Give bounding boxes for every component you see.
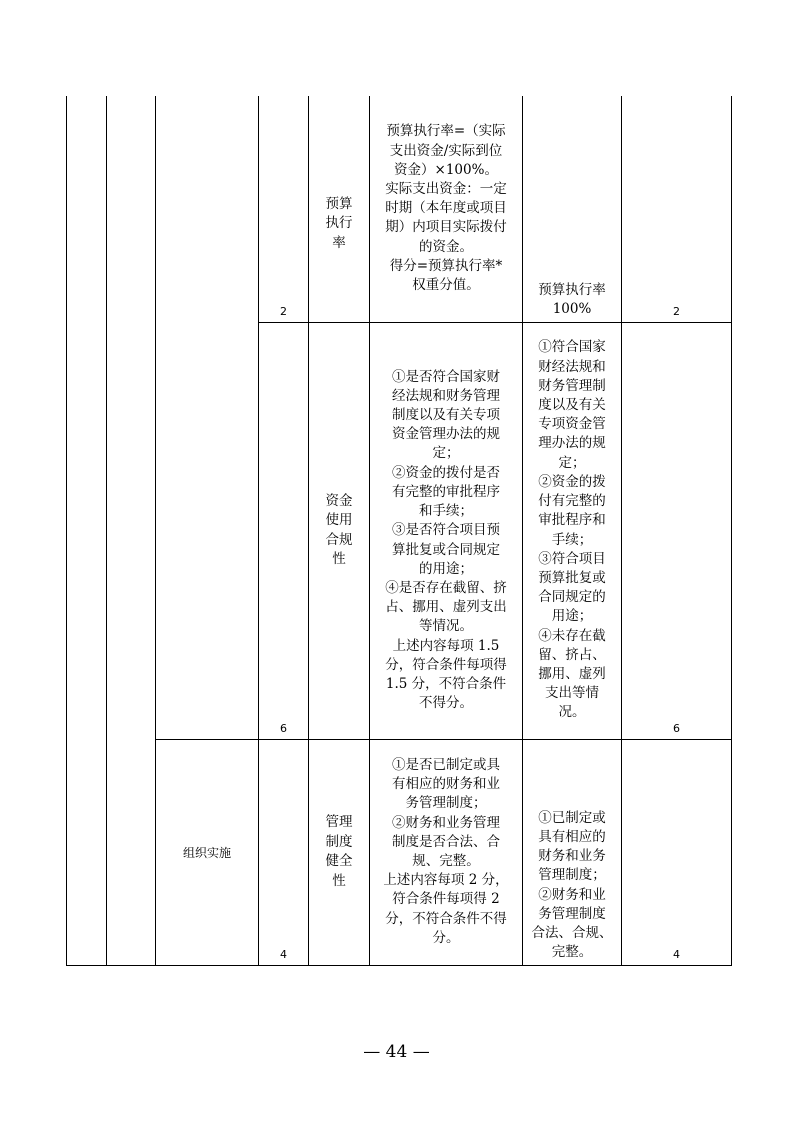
- standard-text: 预算执行率=（实际 支出资金/实际到位 资金）×100%。 实际支出资金：一定 时期（本年度或项目 期）内项目实际拨付 的资金。 得分=预算执行率* 权重分值。: [385, 123, 507, 293]
- weight-value: 2: [280, 304, 287, 318]
- indicator-cell: 管理 制度 健全 性: [309, 739, 370, 965]
- actual-cell: ①已制定或 具有相应的 财务和业务 管理制度； ②财务和业 务管理制度 合法、合规、 完整。: [523, 739, 622, 965]
- indicator-cell: 资金 使用 合规 性: [309, 322, 370, 739]
- page-number: — 44 —: [363, 1042, 430, 1062]
- score-cell: [622, 322, 732, 739]
- score-value: 6: [673, 721, 680, 735]
- actual-cell: [523, 322, 622, 739]
- table-row: [67, 96, 732, 322]
- category-blank-cell: [107, 96, 156, 965]
- level2-label: 组织实施: [182, 845, 231, 860]
- score-value: 4: [673, 947, 680, 961]
- level2-indicator-cell: [156, 96, 259, 739]
- weight-cell: [259, 96, 309, 322]
- level2-indicator-cell: [156, 739, 259, 965]
- weight-cell: [259, 739, 309, 965]
- weight-value: 4: [280, 947, 287, 961]
- actual-text: ①符合国家 财经法规和 财务管理制 度以及有关 专项资金管 理办法的规 定； ②资金的拨 付有完整的 审批程序和 手续； ③符合项目 预算批复或 合同规定的 用途； ④未存在截 留、挤占、 挪用、虚列 支出等情 况。: [538, 339, 606, 721]
- indicator-cell: 预算 执行 率: [309, 96, 370, 322]
- score-cell: [622, 96, 732, 322]
- table-row: [67, 739, 732, 965]
- actual-cell: 预算执行率 100%: [523, 96, 622, 322]
- standard-cell: [370, 739, 523, 965]
- score-cell: [622, 739, 732, 965]
- score-value: 2: [673, 304, 680, 318]
- standard-text: ①是否已制定或具 有相应的财务和业 务管理制度； ②财务和业务管理 制度是否合法、合 规、完整。 上述内容每项 2 分， 符合条件每项得 2 分，不符合条件不得 分。: [383, 756, 509, 946]
- weight-cell: [259, 322, 309, 739]
- evaluation-table: [66, 96, 732, 966]
- standard-cell: [370, 96, 523, 322]
- standard-cell: [370, 322, 523, 739]
- level1-blank-cell: [67, 96, 107, 965]
- standard-text: ①是否符合国家财 经法规和财务管理 制度以及有关专项 资金管理办法的规 定； ②资金的拨付是否 有完整的审批程序 和手续； ③是否符合项目预 算批复或合同规定 的用途； ④是否存在截留、挤 占、挪用、虚列支出 等情况。 上述内容每项 1.5 分，符合条件每项得 1.5 分，不符合条件 不得分。: [385, 368, 507, 712]
- weight-value: 6: [280, 721, 287, 735]
